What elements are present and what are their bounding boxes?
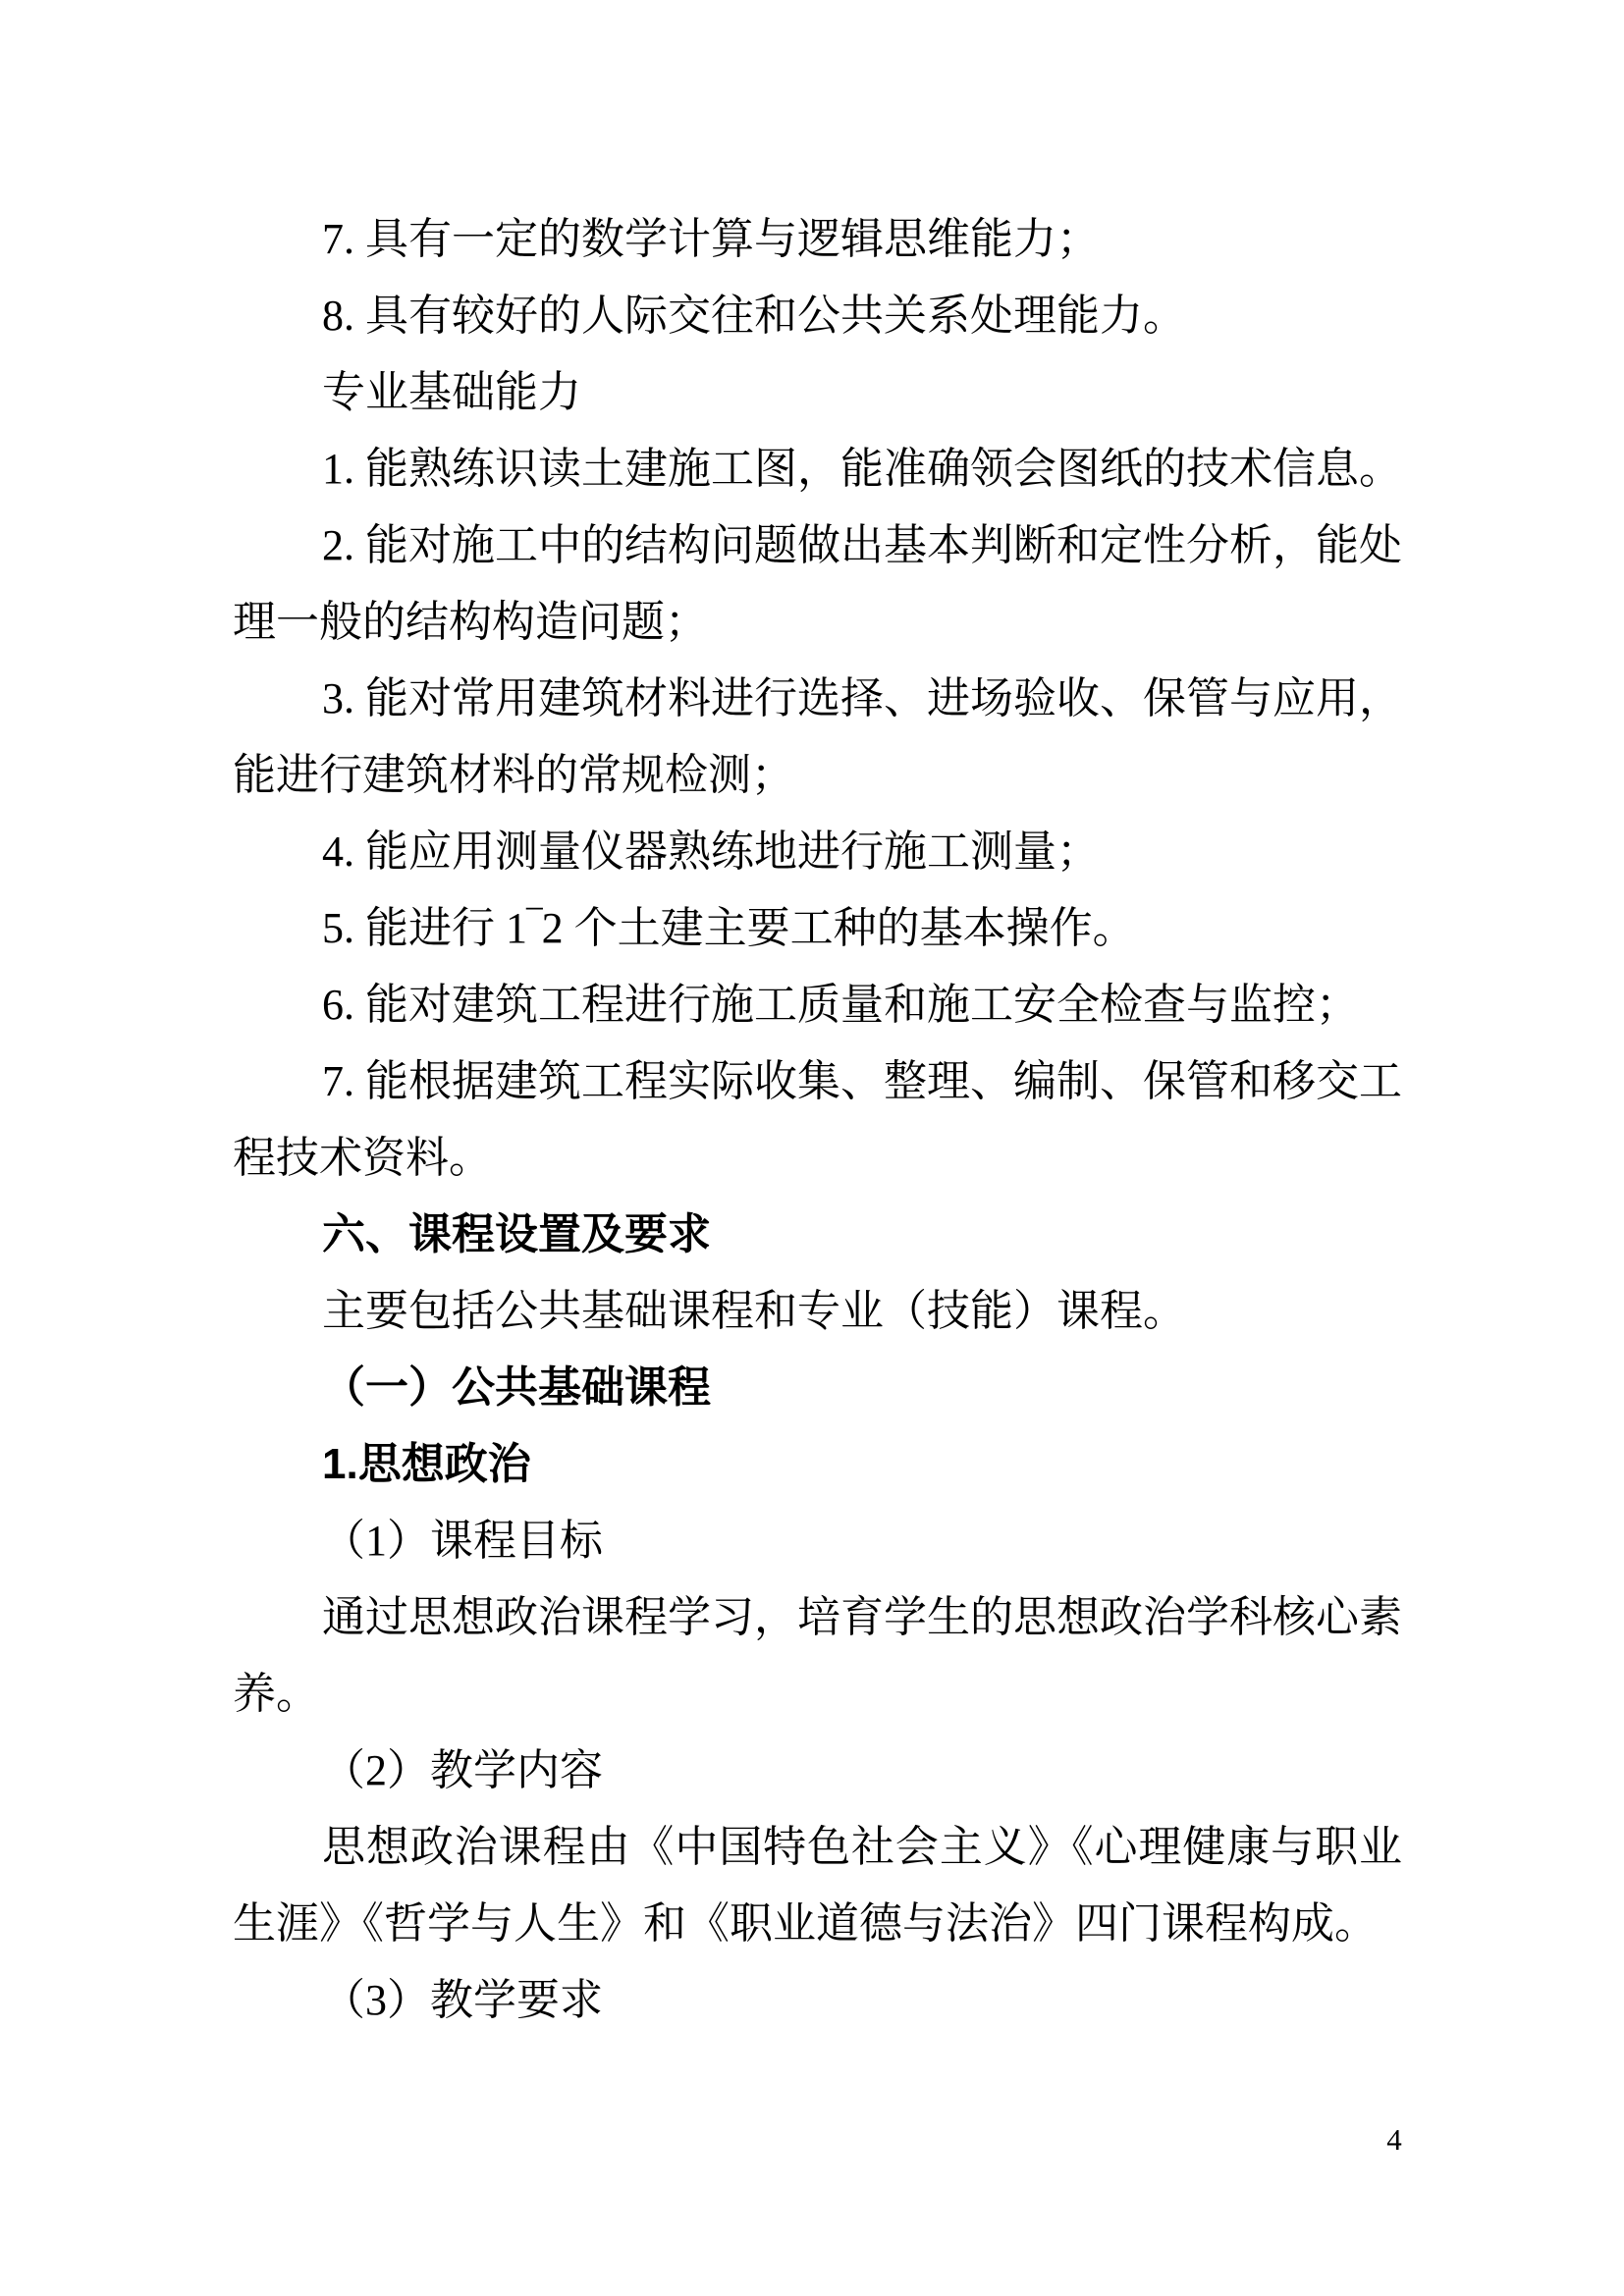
heading-course-1-ideology-politics: 1.思想政治 [322,1440,531,1488]
list-item-pro-3-continuation: 能进行建筑材料的常规检测； [233,751,794,799]
list-item-pro-2-continuation: 理一般的结构构造问题； [233,598,708,646]
list-item-pro-5: 5. 能进行 1‾2 个土建主要工种的基本操作。 [322,904,1136,952]
list-item-general-7: 7. 具有一定的数学计算与逻辑思维能力； [322,215,1100,263]
list-item-pro-6: 6. 能对建筑工程进行施工质量和施工安全检查与监控； [322,981,1359,1029]
heading-public-basic-courses: （一）公共基础课程 [322,1363,711,1412]
paragraph-course-objectives: 通过思想政治课程学习，培育学生的思想政治学科核心素 [322,1593,1402,1641]
list-item-pro-3: 3. 能对常用建筑材料进行选择、进场验收、保管与应用， [322,674,1402,722]
subheading-teaching-content: （2）教学内容 [322,1746,603,1794]
list-item-pro-7: 7. 能根据建筑工程实际收集、整理、编制、保管和移交工 [322,1057,1402,1105]
subheading-course-objectives: （1）课程目标 [322,1517,603,1565]
list-item-pro-4: 4. 能应用测量仪器熟练地进行施工测量； [322,828,1100,876]
document-body [233,201,1402,2039]
subheading-teaching-requirements: （3）教学要求 [322,1976,603,2024]
heading-section-6-curriculum: 六、课程设置及要求 [322,1210,711,1258]
page-number: 4 [1386,2122,1402,2157]
list-item-pro-2: 2. 能对施工中的结构问题做出基本判断和定性分析，能处 [322,521,1402,569]
list-item-pro-7-continuation: 程技术资料。 [233,1134,492,1182]
list-item-pro-1: 1. 能熟练识读土建施工图，能准确领会图纸的技术信息。 [322,445,1402,493]
paragraph-teaching-content-continuation: 生涯》《哲学与人生》和《职业道德与法治》四门课程构成。 [233,1899,1378,1948]
subheading-professional-basic-ability: 专业基础能力 [322,368,581,416]
list-item-general-8: 8. 具有较好的人际交往和公共关系处理能力。 [322,292,1186,340]
paragraph-teaching-content: 思想政治课程由《中国特色社会主义》《心理健康与职业 [322,1823,1402,1871]
paragraph-course-objectives-continuation: 养。 [233,1670,319,1718]
paragraph-curriculum-overview: 主要包括公共基础课程和专业（技能）课程。 [322,1287,1186,1335]
